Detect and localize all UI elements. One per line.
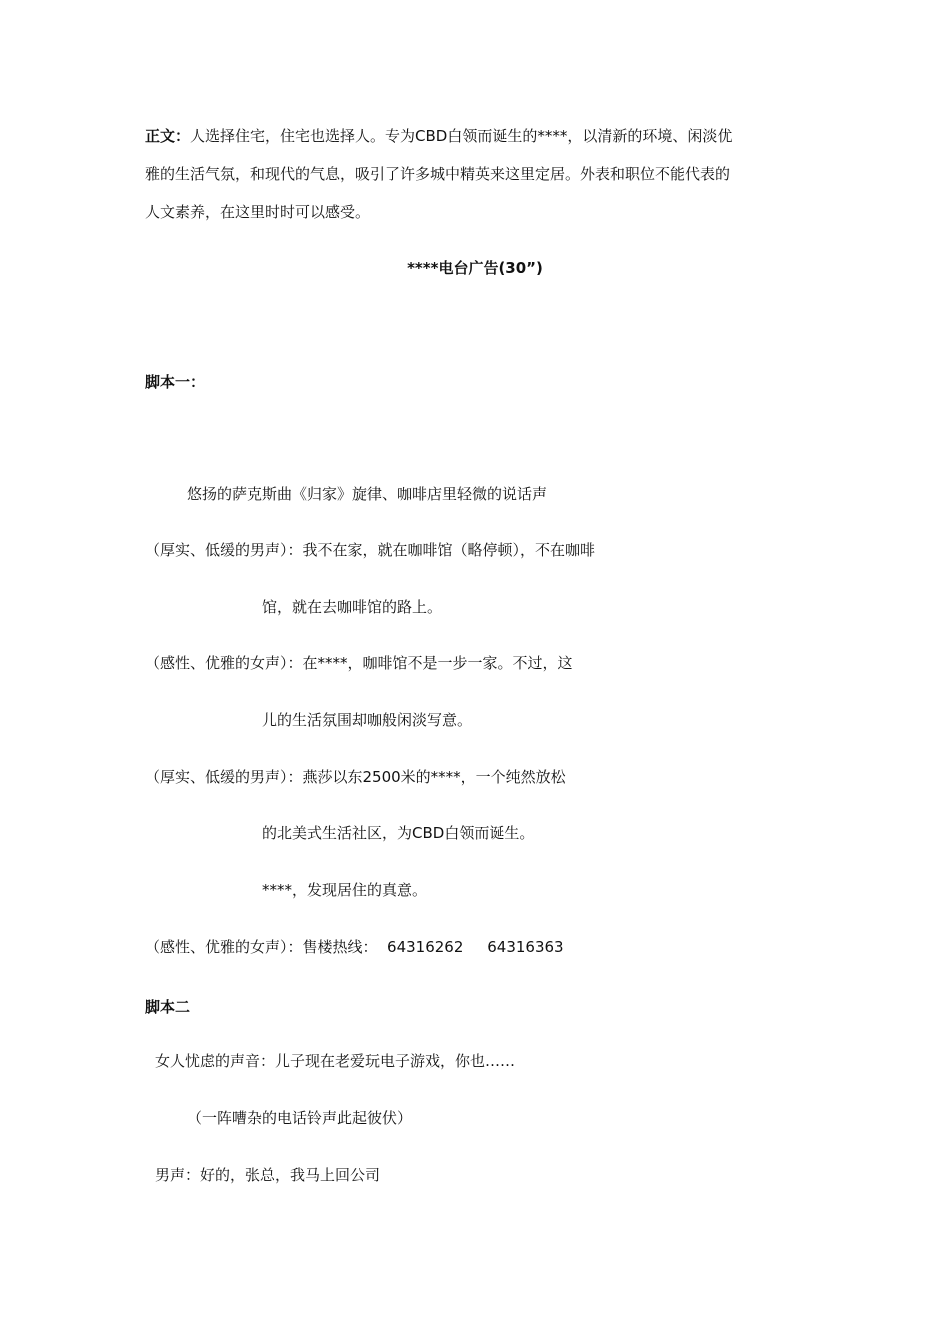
- intro-label: 正文：: [145, 127, 191, 145]
- intro-line-3: 人文素养，在这里时时可以感受。: [145, 203, 371, 221]
- radio-ad-title: ****电台广告(30”): [407, 259, 543, 277]
- script2-line: （一阵嘈杂的电话铃声此起彼伏）: [187, 1109, 413, 1127]
- script2-line: 男声：好的，张总，我马上回公司: [155, 1166, 381, 1184]
- script1-line: ****，发现居住的真意。: [262, 881, 428, 899]
- script1-line: 儿的生活氛围却咖般闲淡写意。: [262, 711, 473, 729]
- script1-heading: 脚本一：: [145, 373, 206, 391]
- intro-line-1: [145, 126, 732, 146]
- script2-line: 女人忧虑的声音：儿子现在老爱玩电子游戏，你也……: [155, 1052, 516, 1070]
- script1-hotline: （感性、优雅的女声）：售楼热线： 64316262 64316363: [145, 938, 564, 956]
- script1-line: （厚实、低缓的男声）：燕莎以东2500米的****，一个纯然放松: [145, 768, 566, 786]
- script2-heading: 脚本二: [145, 998, 191, 1016]
- intro-text-1: 人选择住宅，住宅也选择人。专为CBD白领而诞生的****，以清新的环境、闲淡优: [190, 127, 733, 145]
- script1-line: 悠扬的萨克斯曲《归家》旋律、咖啡店里轻微的说话声: [187, 485, 548, 503]
- script1-line: 馆，就在去咖啡馆的路上。: [262, 598, 443, 616]
- script1-line: 的北美式生活社区，为CBD白领而诞生。: [262, 824, 535, 842]
- script1-line: （厚实、低缓的男声）：我不在家，就在咖啡馆（略停顿），不在咖啡: [145, 541, 596, 559]
- intro-line-2: 雅的生活气氛，和现代的气息，吸引了许多城中精英来这里定居。外表和职位不能代表的: [145, 165, 731, 183]
- script1-line: （感性、优雅的女声）：在****，咖啡馆不是一步一家。不过，这: [145, 654, 573, 672]
